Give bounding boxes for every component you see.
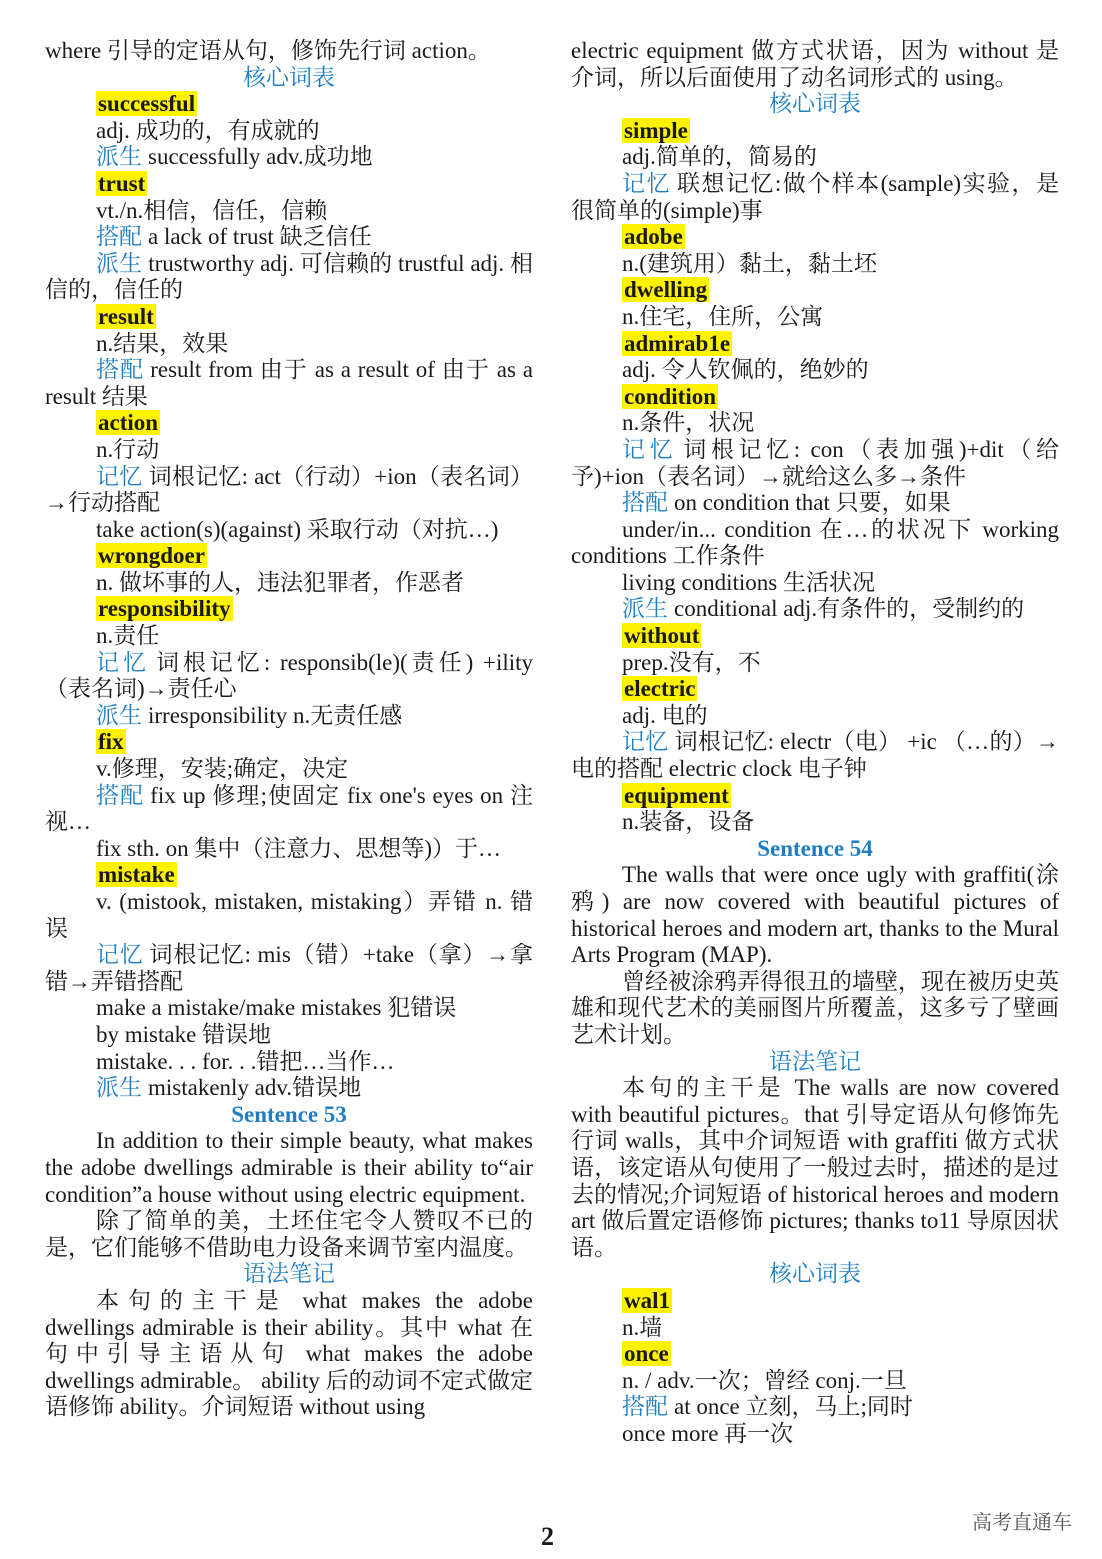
- vocab-definition: adj.简单的，简易的: [622, 144, 817, 170]
- paragraph: The walls that were once ugly with graffiti(涂鸦) are now covered with beautiful pictures of historical heroes and modern art, thanks to the Mural Arts Program (MAP).: [571, 862, 1059, 968]
- headword-highlight: equipment: [624, 782, 729, 808]
- vocab-headword: [571, 623, 1059, 650]
- vocab-headword: [571, 331, 1059, 358]
- left-column: [45, 38, 533, 1421]
- page-number: 2: [541, 1522, 554, 1551]
- vocab-definition: adj. 成功的，有成就的: [96, 117, 320, 143]
- vocab-note: [571, 596, 1059, 623]
- text-line: electric equipment 做方式状语，因为 without 是介词，所以后面使用了动名词形式的 using。: [571, 38, 1059, 90]
- vocab-definition: n.行动: [96, 436, 160, 462]
- section-heading: 语法笔记: [769, 1048, 861, 1075]
- vocab-definition: n.条件，状况: [622, 410, 755, 436]
- right-column: [571, 38, 1059, 1447]
- vocab-note: [45, 703, 533, 730]
- paragraph: 本句的主干是 The walls are now covered with beautiful pictures。that 引导定语从句修饰先行词 walls，其中介词短语 with graffiti 做方式状语，该定语从句使用了一般过去时，描述的是过去的情况;介词短语 of historical heroes and modern art 做后置定语修饰 pictures; thanks to11 导原因状语。: [571, 1075, 1059, 1260]
- vocab-definition: fix sth. on 集中（注意力、思想等)）于…: [96, 835, 502, 861]
- note-tag: 搭配: [96, 224, 142, 251]
- note-text: fix up 修理;使固定 fix one's eyes on 注视…: [45, 782, 534, 835]
- vocab-headword: [571, 224, 1059, 251]
- vocab-note: [45, 783, 533, 836]
- section-heading: 核心词表: [769, 91, 861, 118]
- vocab-headword: [45, 862, 533, 889]
- paragraph: 曾经被涂鸦弄得很丑的墙壁，现在被历史英雄和现代艺术的美丽图片所覆盖，这多亏了壁画艺术计划。: [571, 968, 1059, 1047]
- vocab-note: [45, 464, 533, 517]
- vocab-line: v. (mistook, mistaken, mistaking）弄错 n. 错误: [45, 889, 533, 941]
- vocab-headword: [571, 277, 1059, 304]
- vocab-definition: n.住宅，住所，公寓: [622, 303, 824, 329]
- text-line: where 引导的定语从句，修饰先行词 action。: [45, 38, 491, 63]
- sentence-heading: Sentence 53: [231, 1101, 347, 1127]
- vocab-headword: [571, 783, 1059, 810]
- vocab-headword: [45, 543, 533, 570]
- note-text: 联想记忆:做个样本(sample)实验，是很简单的(simple)事: [571, 170, 1059, 223]
- headword-highlight: adobe: [624, 224, 683, 250]
- note-text: result from 由于 as a result of 由于 as a result 结果: [45, 357, 533, 409]
- vocab-definition: n. 做坏事的人，违法犯罪者，作恶者: [96, 569, 464, 595]
- vocab-headword: [45, 171, 533, 198]
- vocab-definition: n.(建筑用）黏土，黏土坯: [622, 250, 877, 276]
- section-heading: 核心词表: [769, 1261, 861, 1288]
- vocab-definition: n.装备，设备: [622, 809, 755, 835]
- vocab-headword: [45, 91, 533, 118]
- vocab-headword: [45, 729, 533, 756]
- vocab-note: [45, 650, 533, 703]
- section-heading: 语法笔记: [243, 1261, 335, 1288]
- vocab-definition: under/in... condition 在…的状况下 working conditions 工作条件: [571, 516, 1059, 569]
- headword-highlight: mistake: [98, 862, 175, 888]
- note-tag: 派生: [96, 250, 143, 277]
- headword-highlight: result: [98, 303, 154, 329]
- note-tag: 搭配: [622, 1394, 668, 1421]
- headword-highlight: successful: [98, 91, 196, 117]
- note-text: irresponsibility n.无责任感: [148, 702, 403, 728]
- note-text: conditional adj.有条件的，受制约的: [674, 596, 1025, 622]
- vocab-definition: by mistake 错误地: [96, 1021, 272, 1047]
- note-text: mistakenly adv.错误地: [148, 1075, 362, 1101]
- note-text: 词根记忆: electr（电） +ic （…的）→电的搭配 electric clock 电子钟: [571, 729, 1060, 782]
- vocab-definition: n.责任: [96, 623, 160, 649]
- note-tag: 派生: [622, 596, 668, 623]
- note-tag: 搭配: [622, 490, 668, 517]
- paragraph: 本句的主干是 what makes the adobe dwellings admirable is their ability。其中 what 在句中引导主语从句 what makes the adobe dwellings admirable。 ability 后的动词不定式做定语修饰 ability。介词短语 without using: [45, 1287, 533, 1420]
- vocab-definition: make a mistake/make mistakes 犯错误: [96, 995, 457, 1021]
- headword-highlight: dwelling: [624, 277, 708, 303]
- note-tag: 记忆: [96, 942, 144, 969]
- note-text: at once 立刻，马上;同时: [674, 1394, 913, 1420]
- vocab-definition: mistake. . . for. . .错把…当作…: [96, 1048, 395, 1074]
- section-heading: 核心词表: [243, 64, 335, 91]
- vocab-definition: prep.没有，不: [622, 649, 761, 675]
- note-tag: 派生: [96, 702, 142, 729]
- vocab-note: [45, 942, 533, 995]
- note-text: 词根记忆: responsib(le)(责任) +ility（表名词)→责任心: [45, 649, 534, 702]
- vocab-note: [571, 171, 1059, 224]
- headword-highlight: admirab1e: [624, 330, 731, 356]
- note-tag: 记忆: [96, 649, 150, 676]
- vocab-headword: [571, 118, 1059, 145]
- vocab-definition: living conditions 生活状况: [622, 569, 875, 595]
- vocab-note: [45, 224, 533, 251]
- vocab-note: [45, 357, 533, 410]
- vocab-note: [571, 729, 1059, 782]
- vocab-note: [45, 251, 533, 304]
- paragraph: 除了简单的美，土坯住宅令人赞叹不已的是，它们能够不借助电力设备来调节室内温度。: [45, 1208, 533, 1260]
- vocab-headword: [45, 410, 533, 437]
- vocab-note: [45, 144, 533, 171]
- note-text: on condition that 只要，如果: [674, 490, 951, 516]
- headword-highlight: fix: [98, 729, 124, 755]
- watermark: 高考直通车: [972, 1510, 1072, 1534]
- sentence-heading: Sentence 54: [757, 835, 873, 861]
- vocab-definition: n.结果，效果: [96, 330, 229, 356]
- note-text: 词根记忆: con（表加强)+dit（给予)+ion（表名词）→就给这么多→条件: [571, 436, 1059, 489]
- note-tag: 记忆: [622, 729, 669, 756]
- note-tag: 搭配: [96, 782, 145, 809]
- headword-highlight: condition: [624, 383, 717, 409]
- headword-highlight: action: [98, 410, 159, 436]
- headword-highlight: wal1: [624, 1287, 670, 1313]
- vocab-definition: vt./n.相信，信任，信赖: [96, 197, 328, 223]
- vocab-definition: once more 再一次: [622, 1420, 794, 1446]
- vocab-headword: [571, 1341, 1059, 1368]
- vocab-note: [571, 437, 1059, 490]
- vocab-definition: adj. 电的: [622, 702, 708, 728]
- note-tag: 记忆: [622, 170, 671, 197]
- vocab-headword: [45, 596, 533, 623]
- headword-highlight: simple: [624, 117, 688, 143]
- vocab-headword: [45, 304, 533, 331]
- headword-highlight: responsibility: [98, 596, 231, 622]
- vocab-note: [571, 490, 1059, 517]
- paragraph: In addition to their simple beauty, what makes the adobe dwellings admirable is their ability to“air condition”a house without using electric equipment.: [45, 1128, 533, 1207]
- note-tag: 搭配: [96, 357, 145, 384]
- headword-highlight: without: [624, 623, 700, 649]
- vocab-headword: [571, 1288, 1059, 1315]
- vocab-note: [571, 1394, 1059, 1421]
- vocab-line: take action(s)(against) 采取行动（对抗…): [96, 516, 499, 542]
- vocab-definition: adj. 令人钦佩的，绝妙的: [622, 357, 869, 383]
- note-text: successfully adv.成功地: [148, 144, 373, 170]
- headword-highlight: trust: [98, 170, 146, 196]
- vocab-headword: [571, 676, 1059, 703]
- headword-highlight: once: [624, 1341, 669, 1367]
- note-text: a lack of trust 缺乏信任: [148, 224, 372, 250]
- headword-highlight: electric: [624, 676, 696, 702]
- headword-highlight: wrongdoer: [98, 543, 205, 569]
- vocab-headword: [571, 384, 1059, 411]
- note-text: trustworthy adj. 可信赖的 trustful adj. 相信的，信任的: [45, 250, 534, 303]
- note-text: 词根记忆: act（行动）+ion（表名词）→行动搭配: [45, 463, 534, 516]
- note-tag: 派生: [96, 1075, 142, 1102]
- vocab-definition: n. / adv.一次；曾经 conj.一旦: [622, 1367, 907, 1393]
- vocab-definition: v.修理，安装;确定，决定: [96, 756, 349, 782]
- note-tag: 派生: [96, 144, 142, 171]
- note-text: 词根记忆: mis（错）+take（拿）→拿错→弄错搭配: [45, 942, 533, 994]
- note-tag: 记忆: [622, 436, 678, 463]
- vocab-note: [45, 1075, 533, 1102]
- vocab-definition: n.墙: [622, 1314, 663, 1340]
- note-tag: 记忆: [96, 463, 143, 490]
